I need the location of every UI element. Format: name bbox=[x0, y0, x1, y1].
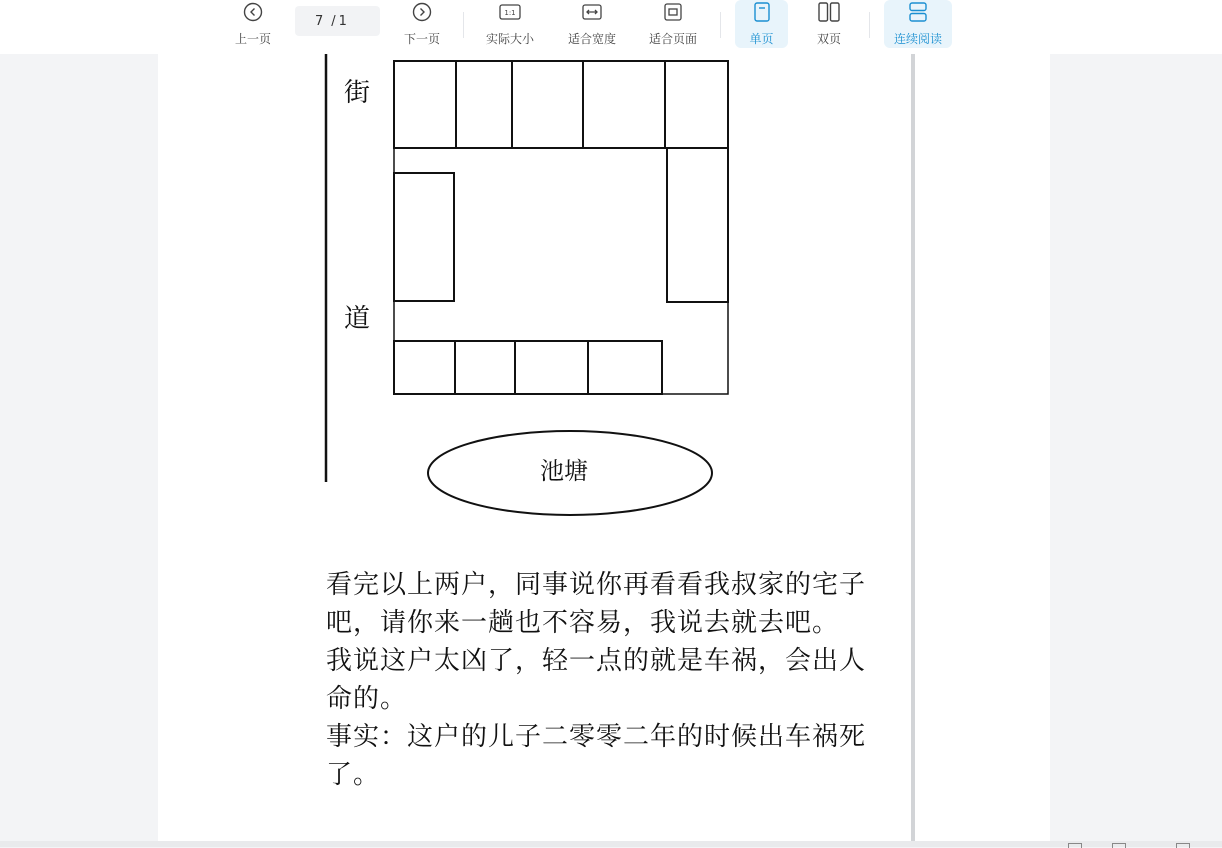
continuous-read-button[interactable] bbox=[884, 0, 952, 48]
room bbox=[665, 61, 728, 148]
fit-page-icon bbox=[664, 1, 682, 23]
room bbox=[667, 148, 728, 302]
fit-page-label: 适合页面 bbox=[648, 32, 697, 46]
chevron-right-circle-icon bbox=[412, 1, 432, 23]
paragraph: 事实：这户的儿子二零零二年的时候出车祸死了。 bbox=[326, 722, 867, 790]
room bbox=[394, 173, 454, 301]
room bbox=[394, 61, 456, 148]
single-page-label: 单页 bbox=[749, 32, 774, 46]
toolbar-divider bbox=[720, 12, 721, 38]
house-layout-diagram bbox=[158, 54, 911, 534]
double-page-button[interactable] bbox=[805, 0, 853, 48]
page-number-field[interactable] bbox=[295, 6, 380, 36]
chevron-left-circle-icon bbox=[243, 1, 263, 23]
paragraph: 看完以上两户，同事说你再看看我叔家的宅子吧，请你来一趟也不容易，我说去就去吧。 bbox=[326, 570, 867, 638]
toolbar-divider bbox=[463, 12, 464, 38]
pond-label: 池塘 bbox=[540, 457, 588, 485]
status-page-icon[interactable] bbox=[1068, 843, 1082, 848]
double-page-label: 双页 bbox=[816, 32, 841, 46]
single-page-icon bbox=[754, 1, 770, 23]
article-text bbox=[326, 566, 886, 794]
prev-page-label: 上一页 bbox=[234, 32, 271, 46]
prev-page-button[interactable] bbox=[226, 0, 280, 48]
next-page-label: 下一页 bbox=[403, 32, 440, 46]
actual-size-icon bbox=[499, 1, 521, 23]
double-page-icon bbox=[818, 1, 840, 23]
courtyard-outline bbox=[394, 61, 728, 394]
street-label-char-2: 道 bbox=[344, 304, 371, 334]
toolbar-divider bbox=[869, 12, 870, 38]
document-page bbox=[158, 54, 911, 841]
paragraph: 我说这户太凶了，轻一点的就是车祸，会出人命的。 bbox=[326, 646, 867, 714]
room bbox=[455, 341, 515, 394]
continuous-read-icon bbox=[908, 1, 928, 23]
single-page-button[interactable] bbox=[735, 0, 788, 48]
room bbox=[512, 61, 583, 148]
room bbox=[456, 61, 512, 148]
total-pages: 1 bbox=[338, 13, 347, 29]
status-fit-icon[interactable] bbox=[1176, 843, 1190, 848]
actual-size-icon-text: 1:1 bbox=[504, 9, 516, 17]
fit-page-button[interactable] bbox=[640, 0, 706, 48]
actual-size-label: 实际大小 bbox=[485, 32, 534, 46]
room bbox=[515, 341, 588, 394]
actual-size-button[interactable] bbox=[478, 0, 542, 48]
street-label-char-1: 街 bbox=[344, 78, 371, 108]
continuous-read-label: 连续阅读 bbox=[893, 32, 942, 46]
fit-width-label: 适合宽度 bbox=[567, 32, 616, 46]
room bbox=[583, 61, 665, 148]
status-double-icon[interactable] bbox=[1112, 843, 1126, 848]
fit-width-icon bbox=[582, 1, 602, 23]
next-page-button[interactable] bbox=[395, 0, 449, 48]
toolbar bbox=[0, 0, 1222, 54]
room bbox=[394, 341, 455, 394]
status-bar bbox=[0, 841, 1222, 847]
room bbox=[588, 341, 662, 394]
fit-width-button[interactable] bbox=[559, 0, 625, 48]
page-edge-scrollbar[interactable] bbox=[911, 54, 915, 841]
current-page-input[interactable]: 7 bbox=[315, 13, 324, 29]
page-separator: / bbox=[331, 13, 336, 29]
